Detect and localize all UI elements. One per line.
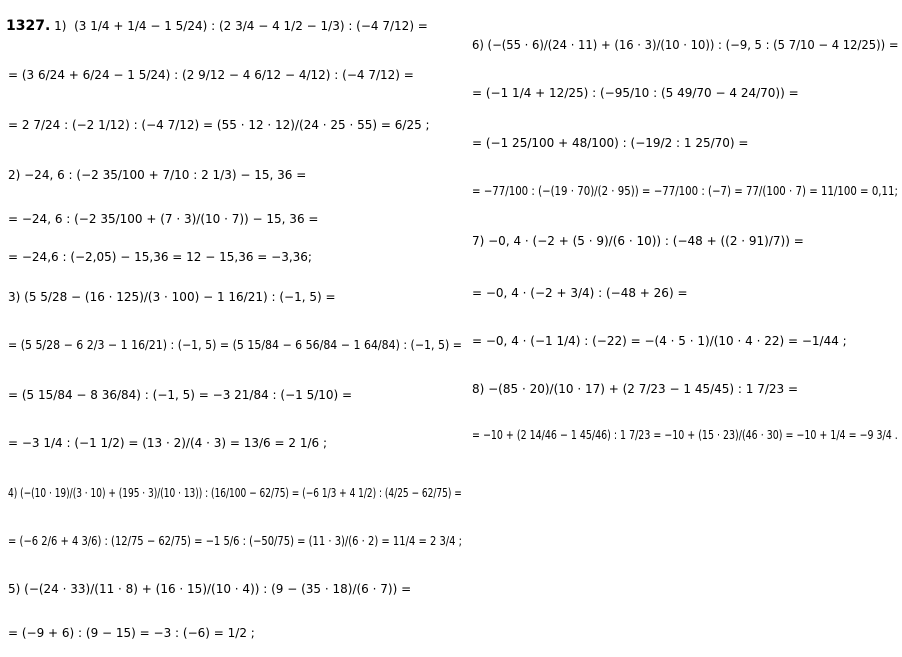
equation-line: 6) (−(55 · 6)/(24 · 11) + (16 · 3)/(10 · 10)) : (−9, 5 : (5 7/10 − 4 12/25)) =: [472, 38, 899, 52]
equation-line: 4) (−(10 · 19)/(3 · 10) + (195 · 3)/(10 · 13)) : (16/100 − 62/75) = (−6 1/3 + 4 1/2) : (4/25 − 62/75) =: [8, 486, 462, 500]
task-number: 1327.: [6, 18, 51, 34]
equation-line: 3) (5 5/28 − (16 · 125)/(3 · 100) − 1 16/21) : (−1, 5) =: [8, 290, 336, 304]
equation-line: = −0, 4 · (−2 + 3/4) : (−48 + 26) =: [472, 286, 688, 300]
equation-line: = −24,6 : (−2,05) − 15,36 = 12 − 15,36 = −3,36;: [8, 250, 312, 264]
equation-line: = −10 + (2 14/46 − 1 45/46) : 1 7/23 = −10 + (15 · 23)/(46 · 30) = −10 + 1/4 = −9 3/4 .: [472, 428, 898, 442]
task-line: [6, 18, 428, 34]
equation-line: = (−1 1/4 + 12/25) : (−95/10 : (5 49/70 − 4 24/70)) =: [472, 86, 799, 100]
equation-line: = (−6 2/6 + 4 3/6) : (12/75 − 62/75) = −1 5/6 : (−50/75) = (11 · 3)/(6 · 2) = 11/4 = 2 3/4 ;: [8, 534, 463, 548]
equation-line: = (5 15/84 − 8 36/84) : (−1, 5) = −3 21/84 : (−1 5/10) =: [8, 388, 353, 402]
equation-line: = (3 6/24 + 6/24 − 1 5/24) : (2 9/12 − 4 6/12 − 4/12) : (−4 7/12) =: [8, 68, 414, 82]
equation-line: = (−1 25/100 + 48/100) : (−19/2 : 1 25/70) =: [472, 136, 749, 150]
equation-line: = 2 7/24 : (−2 1/12) : (−4 7/12) = (55 · 12 · 12)/(24 · 25 · 55) = 6/25 ;: [8, 118, 430, 132]
equation-line: 1) (3 1/4 + 1/4 − 1 5/24) : (2 3/4 − 4 1/2 − 1/3) : (−4 7/12) =: [54, 19, 428, 33]
equation-line: 7) −0, 4 · (−2 + (5 · 9)/(6 · 10)) : (−48 + ((2 · 91)/7)) =: [472, 234, 804, 248]
equation-line: = (−9 + 6) : (9 − 15) = −3 : (−6) = 1/2 ;: [8, 626, 255, 640]
equation-line: 2) −24, 6 : (−2 35/100 + 7/10 : 2 1/3) − 15, 36 =: [8, 168, 307, 182]
equation-line: = −0, 4 · (−1 1/4) : (−22) = −(4 · 5 · 1)/(10 · 4 · 22) = −1/44 ;: [472, 334, 847, 348]
equation-line: 8) −(85 · 20)/(10 · 17) + (2 7/23 − 1 45/45) : 1 7/23 =: [472, 382, 799, 396]
equation-line: 5) (−(24 · 33)/(11 · 8) + (16 · 15)/(10 · 4)) : (9 − (35 · 18)/(6 · 7)) =: [8, 582, 412, 596]
equation-line: = −77/100 : (−(19 · 70)/(2 · 95)) = −77/100 : (−7) = 77/(100 · 7) = 11/100 = 0,11;: [472, 184, 898, 198]
equation-line: = (5 5/28 − 6 2/3 − 1 16/21) : (−1, 5) = (5 15/84 − 6 56/84 − 1 64/84) : (−1, 5) =: [8, 338, 462, 352]
equation-line: = −24, 6 : (−2 35/100 + (7 · 3)/(10 · 7)) − 15, 36 =: [8, 212, 319, 226]
equation-line: = −3 1/4 : (−1 1/2) = (13 · 2)/(4 · 3) = 13/6 = 2 1/6 ;: [8, 436, 327, 450]
